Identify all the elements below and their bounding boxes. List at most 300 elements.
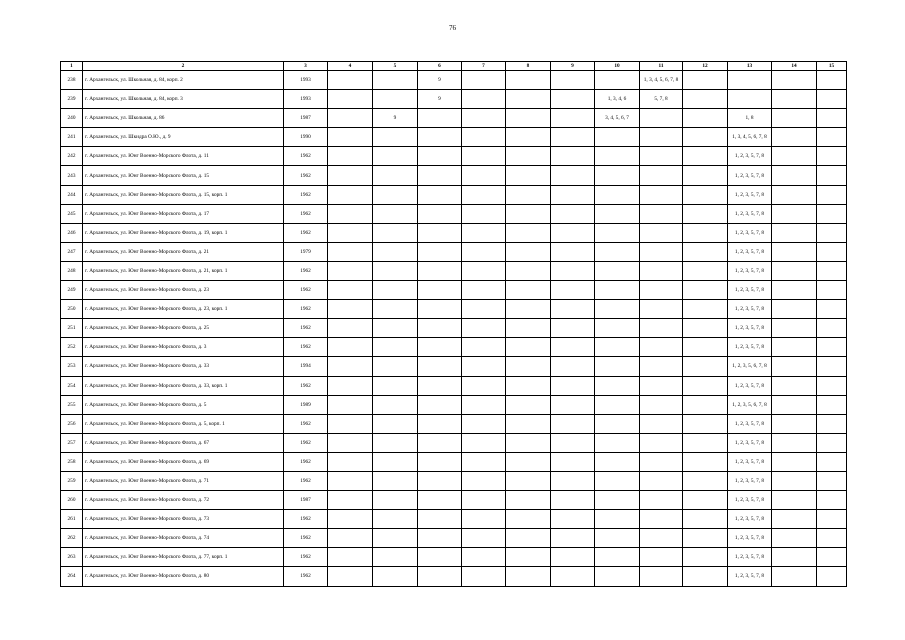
table-cell xyxy=(551,166,595,185)
table-cell xyxy=(551,491,595,510)
column-header: 11 xyxy=(640,62,683,71)
address-cell: г. Архангельск, ул. Юнг Военно-Морского Флота, д. 73 xyxy=(83,510,284,529)
address-cell: г. Архангельск, ул. Юнг Военно-Морского Флота, д. 71 xyxy=(83,471,284,490)
address-cell: г. Архангельск, ул. Юнг Военно-Морского Флота, д. 5 xyxy=(83,395,284,414)
table-cell xyxy=(595,529,640,548)
table-cell: 3, 4, 5, 6, 7 xyxy=(595,109,640,128)
table-cell xyxy=(551,414,595,433)
table-cell: 1, 2, 3, 5, 7, 8 xyxy=(728,452,772,471)
table-cell xyxy=(373,357,418,376)
table-cell xyxy=(772,223,817,242)
table-cell xyxy=(772,548,817,567)
table-cell xyxy=(462,281,506,300)
row-number-cell: 252 xyxy=(61,338,83,357)
year-cell: 1993 xyxy=(284,71,328,90)
table-cell xyxy=(418,452,462,471)
table-cell xyxy=(506,357,551,376)
table-cell xyxy=(683,510,728,529)
row-number-cell: 262 xyxy=(61,529,83,548)
table-cell xyxy=(551,204,595,223)
table-cell xyxy=(772,376,817,395)
column-header: 12 xyxy=(683,62,728,71)
table-cell xyxy=(817,338,847,357)
table-cell xyxy=(640,567,683,586)
table-cell: 1, 2, 3, 5, 7, 8 xyxy=(728,510,772,529)
table-cell xyxy=(506,529,551,548)
year-cell: 1962 xyxy=(284,548,328,567)
table-cell xyxy=(373,261,418,280)
address-cell: г. Архангельск, ул. Юнг Военно-Морского Флота, д. 72 xyxy=(83,491,284,510)
table-row xyxy=(61,471,847,490)
table-cell xyxy=(683,338,728,357)
column-header: 9 xyxy=(551,62,595,71)
table-cell: 1, 2, 3, 5, 7, 8 xyxy=(728,567,772,586)
table-cell: 1, 2, 3, 5, 7, 8 xyxy=(728,471,772,490)
table-cell xyxy=(772,567,817,586)
table-cell xyxy=(595,242,640,261)
table-cell: 1, 2, 3, 5, 7, 8 xyxy=(728,166,772,185)
table-cell xyxy=(418,204,462,223)
table-cell: 1, 2, 3, 5, 7, 8 xyxy=(728,548,772,567)
table-cell xyxy=(328,128,373,147)
table-cell xyxy=(640,433,683,452)
table-cell xyxy=(640,223,683,242)
table-cell xyxy=(462,376,506,395)
table-cell xyxy=(595,128,640,147)
table-cell xyxy=(462,300,506,319)
table-cell xyxy=(640,395,683,414)
table-cell xyxy=(640,204,683,223)
table-cell: 1, 8 xyxy=(728,109,772,128)
address-cell: г. Архангельск, ул. Юнг Военно-Морского Флота, д. 33, корп. 1 xyxy=(83,376,284,395)
table-cell xyxy=(817,357,847,376)
table-cell xyxy=(328,300,373,319)
row-number-cell: 240 xyxy=(61,109,83,128)
table-cell xyxy=(683,109,728,128)
table-cell xyxy=(418,357,462,376)
table-cell xyxy=(506,376,551,395)
table-cell xyxy=(506,128,551,147)
table-cell xyxy=(418,510,462,529)
table-cell: 1, 3, 4, 5, 6, 7, 8 xyxy=(728,128,772,147)
table-cell xyxy=(772,90,817,109)
table-cell xyxy=(328,71,373,90)
table-cell: 9 xyxy=(418,90,462,109)
table-cell xyxy=(595,204,640,223)
row-number-cell: 238 xyxy=(61,71,83,90)
table-cell: 1, 2, 3, 5, 7, 8 xyxy=(728,300,772,319)
address-cell: г. Архангельск, ул. Юнг Военно-Морского Флота, д. 21, корп. 1 xyxy=(83,261,284,280)
table-cell xyxy=(772,71,817,90)
table-cell xyxy=(595,261,640,280)
table-cell xyxy=(551,185,595,204)
table-cell xyxy=(640,319,683,338)
table-cell xyxy=(640,376,683,395)
table-cell xyxy=(551,433,595,452)
table-cell xyxy=(373,376,418,395)
table-cell xyxy=(683,90,728,109)
table-cell xyxy=(595,338,640,357)
table-cell xyxy=(595,71,640,90)
year-cell: 1994 xyxy=(284,357,328,376)
table-cell xyxy=(772,510,817,529)
table-cell xyxy=(506,109,551,128)
table-cell xyxy=(373,529,418,548)
table-cell xyxy=(328,319,373,338)
address-cell: г. Архангельск, ул. Юнг Военно-Морского Флота, д. 3 xyxy=(83,338,284,357)
row-number-cell: 263 xyxy=(61,548,83,567)
year-cell: 1962 xyxy=(284,261,328,280)
year-cell: 1962 xyxy=(284,414,328,433)
table-row xyxy=(61,319,847,338)
table-cell xyxy=(462,71,506,90)
table-cell xyxy=(551,548,595,567)
table-cell xyxy=(462,491,506,510)
table-cell xyxy=(418,109,462,128)
table-row xyxy=(61,128,847,147)
table-cell xyxy=(551,357,595,376)
table-cell xyxy=(506,567,551,586)
table-cell xyxy=(462,452,506,471)
address-cell: г. Архангельск, ул. Юнг Военно-Морского Флота, д. 15 xyxy=(83,166,284,185)
table-cell xyxy=(506,300,551,319)
table-cell xyxy=(418,471,462,490)
table-cell xyxy=(683,166,728,185)
year-cell: 1962 xyxy=(284,567,328,586)
row-number-cell: 264 xyxy=(61,567,83,586)
table-cell: 1, 2, 3, 5, 7, 8 xyxy=(728,261,772,280)
table-cell xyxy=(462,128,506,147)
table-cell xyxy=(551,281,595,300)
table-cell xyxy=(772,261,817,280)
table-row xyxy=(61,433,847,452)
table-cell xyxy=(373,471,418,490)
table-cell: 1, 3, 4, 5, 6, 7, 8 xyxy=(640,71,683,90)
table-cell xyxy=(462,357,506,376)
table-cell xyxy=(462,185,506,204)
address-cell: г. Архангельск, ул. Юнг Военно-Морского Флота, д. 74 xyxy=(83,529,284,548)
year-cell: 1987 xyxy=(284,109,328,128)
table-cell xyxy=(683,185,728,204)
table-cell xyxy=(640,491,683,510)
table-cell xyxy=(640,471,683,490)
table-cell xyxy=(328,357,373,376)
table-cell: 1, 2, 3, 5, 7, 8 xyxy=(728,242,772,261)
year-cell: 1962 xyxy=(284,204,328,223)
table-row xyxy=(61,510,847,529)
table-cell xyxy=(506,242,551,261)
table-row xyxy=(61,491,847,510)
table-cell xyxy=(373,433,418,452)
table-cell xyxy=(506,71,551,90)
year-cell: 1962 xyxy=(284,433,328,452)
table-row xyxy=(61,109,847,128)
table-cell xyxy=(506,204,551,223)
table-cell xyxy=(551,338,595,357)
table-cell xyxy=(640,128,683,147)
table-row xyxy=(61,242,847,261)
table-cell xyxy=(772,281,817,300)
row-number-cell: 242 xyxy=(61,147,83,166)
table-cell xyxy=(595,414,640,433)
table-cell xyxy=(462,529,506,548)
row-number-cell: 256 xyxy=(61,414,83,433)
table-cell xyxy=(328,147,373,166)
table-cell xyxy=(683,395,728,414)
table-cell xyxy=(418,433,462,452)
table-cell xyxy=(683,204,728,223)
table-cell xyxy=(817,567,847,586)
table-cell xyxy=(595,223,640,242)
table-cell xyxy=(328,242,373,261)
table-cell xyxy=(373,185,418,204)
table-cell xyxy=(551,529,595,548)
year-cell: 1990 xyxy=(284,128,328,147)
table-cell xyxy=(462,90,506,109)
table-cell xyxy=(640,414,683,433)
table-row xyxy=(61,548,847,567)
table-row xyxy=(61,376,847,395)
year-cell: 1962 xyxy=(284,452,328,471)
table-cell xyxy=(506,147,551,166)
table-cell xyxy=(772,395,817,414)
table-cell xyxy=(640,261,683,280)
table-cell xyxy=(772,166,817,185)
year-cell: 1962 xyxy=(284,338,328,357)
table-cell: 1, 2, 3, 5, 7, 8 xyxy=(728,204,772,223)
table-cell xyxy=(328,548,373,567)
table-cell xyxy=(772,338,817,357)
year-cell: 1962 xyxy=(284,300,328,319)
table-cell xyxy=(506,395,551,414)
table-cell xyxy=(373,147,418,166)
table-cell xyxy=(373,166,418,185)
table-row xyxy=(61,357,847,376)
table-cell xyxy=(551,109,595,128)
table-cell xyxy=(772,452,817,471)
address-cell: г. Архангельск, ул. Юнг Военно-Морского Флота, д. 67 xyxy=(83,433,284,452)
row-number-cell: 258 xyxy=(61,452,83,471)
table-cell xyxy=(373,338,418,357)
table-cell xyxy=(817,166,847,185)
address-cell: г. Архангельск, ул. Юнг Военно-Морского Флота, д. 11 xyxy=(83,147,284,166)
table-cell: 1, 2, 3, 5, 6, 7, 8 xyxy=(728,395,772,414)
row-number-cell: 248 xyxy=(61,261,83,280)
table-cell xyxy=(373,567,418,586)
table-cell xyxy=(551,510,595,529)
table-cell xyxy=(772,128,817,147)
address-cell: г. Архангельск, ул. Юнг Военно-Морского Флота, д. 5, корп. 1 xyxy=(83,414,284,433)
year-cell: 1979 xyxy=(284,242,328,261)
address-cell: г. Архангельск, ул. Юнг Военно-Морского Флота, д. 77, корп. 1 xyxy=(83,548,284,567)
table-cell xyxy=(772,147,817,166)
column-header: 6 xyxy=(418,62,462,71)
table-cell xyxy=(595,395,640,414)
row-number-cell: 255 xyxy=(61,395,83,414)
table-cell xyxy=(551,223,595,242)
table-row xyxy=(61,452,847,471)
row-number-cell: 244 xyxy=(61,185,83,204)
header-row xyxy=(61,62,847,71)
row-number-cell: 251 xyxy=(61,319,83,338)
table-cell xyxy=(462,338,506,357)
table-cell xyxy=(373,90,418,109)
row-number-cell: 250 xyxy=(61,300,83,319)
table-cell: 1, 2, 3, 5, 7, 8 xyxy=(728,529,772,548)
year-cell: 1962 xyxy=(284,529,328,548)
table-cell xyxy=(683,223,728,242)
table-cell xyxy=(640,281,683,300)
table-cell xyxy=(817,433,847,452)
table-cell xyxy=(462,433,506,452)
table-cell xyxy=(462,548,506,567)
address-cell: г. Архангельск, ул. Юнг Военно-Морского Флота, д. 33 xyxy=(83,357,284,376)
table-cell xyxy=(817,395,847,414)
table-cell xyxy=(772,414,817,433)
table-cell xyxy=(683,357,728,376)
table-cell xyxy=(328,452,373,471)
table-cell xyxy=(506,414,551,433)
table-cell xyxy=(418,548,462,567)
table-cell xyxy=(418,414,462,433)
table-cell xyxy=(328,414,373,433)
table-cell xyxy=(418,242,462,261)
table-cell xyxy=(551,395,595,414)
address-cell: г. Архангельск, ул. Юнг Военно-Морского Флота, д. 17 xyxy=(83,204,284,223)
table-cell xyxy=(373,548,418,567)
table-cell xyxy=(595,300,640,319)
table-cell xyxy=(772,242,817,261)
table-cell xyxy=(418,128,462,147)
table-cell xyxy=(683,128,728,147)
table-cell xyxy=(462,166,506,185)
data-table xyxy=(60,61,847,587)
table-cell xyxy=(328,90,373,109)
table-body xyxy=(61,71,847,587)
table-row xyxy=(61,529,847,548)
table-cell xyxy=(418,376,462,395)
table-cell xyxy=(328,204,373,223)
row-number-cell: 247 xyxy=(61,242,83,261)
table-cell xyxy=(772,300,817,319)
table-cell xyxy=(595,147,640,166)
address-cell: г. Архангельск, ул. Юнг Военно-Морского Флота, д. 21 xyxy=(83,242,284,261)
table-cell xyxy=(418,147,462,166)
table-row xyxy=(61,338,847,357)
table-cell xyxy=(373,452,418,471)
table-cell xyxy=(506,223,551,242)
table-cell xyxy=(551,376,595,395)
table-cell xyxy=(551,242,595,261)
column-header: 13 xyxy=(728,62,772,71)
table-cell xyxy=(817,510,847,529)
table-cell: 9 xyxy=(373,109,418,128)
address-cell: г. Архангельск, ул. Юнг Военно-Морского Флота, д. 69 xyxy=(83,452,284,471)
table-cell xyxy=(506,471,551,490)
table-cell xyxy=(640,147,683,166)
table-cell xyxy=(683,242,728,261)
table-cell xyxy=(683,261,728,280)
table-cell xyxy=(418,281,462,300)
table-row xyxy=(61,567,847,586)
table-cell xyxy=(817,548,847,567)
address-cell: г. Архангельск, ул. Юнг Военно-Морского Флота, д. 23, корп. 1 xyxy=(83,300,284,319)
table-cell: 1, 2, 3, 5, 7, 8 xyxy=(728,319,772,338)
table-cell: 1, 2, 3, 5, 7, 8 xyxy=(728,338,772,357)
table-cell: 1, 2, 3, 5, 7, 8 xyxy=(728,281,772,300)
table-cell xyxy=(595,548,640,567)
table-cell xyxy=(683,529,728,548)
table-cell xyxy=(683,281,728,300)
table-row xyxy=(61,281,847,300)
table-cell: 1, 2, 3, 5, 7, 8 xyxy=(728,414,772,433)
column-header: 10 xyxy=(595,62,640,71)
row-number-cell: 253 xyxy=(61,357,83,376)
year-cell: 1962 xyxy=(284,185,328,204)
table-cell xyxy=(817,319,847,338)
table-cell xyxy=(418,223,462,242)
table-cell: 9 xyxy=(418,71,462,90)
table-cell: 1, 2, 3, 5, 7, 8 xyxy=(728,223,772,242)
column-header: 14 xyxy=(772,62,817,71)
table-cell xyxy=(683,300,728,319)
address-cell: г. Архангельск, ул. Юнг Военно-Морского Флота, д. 80 xyxy=(83,567,284,586)
table-cell xyxy=(640,166,683,185)
table-cell xyxy=(328,471,373,490)
table-cell: 1, 2, 3, 5, 7, 8 xyxy=(728,147,772,166)
table-cell xyxy=(595,281,640,300)
table-cell xyxy=(595,567,640,586)
table-cell xyxy=(506,261,551,280)
table-cell xyxy=(328,491,373,510)
table-cell xyxy=(373,300,418,319)
table-cell xyxy=(373,281,418,300)
table-cell xyxy=(817,90,847,109)
column-header: 5 xyxy=(373,62,418,71)
table-cell xyxy=(462,147,506,166)
table-cell xyxy=(373,128,418,147)
table-cell xyxy=(328,185,373,204)
table-cell: 1, 2, 3, 5, 7, 8 xyxy=(728,185,772,204)
table-cell xyxy=(418,395,462,414)
table-cell xyxy=(373,71,418,90)
table-cell xyxy=(817,281,847,300)
table-cell xyxy=(418,185,462,204)
table-row xyxy=(61,414,847,433)
table-row xyxy=(61,395,847,414)
table-cell xyxy=(373,510,418,529)
year-cell: 1962 xyxy=(284,166,328,185)
table-cell xyxy=(418,491,462,510)
table-row xyxy=(61,300,847,319)
table-cell xyxy=(817,185,847,204)
table-row xyxy=(61,71,847,90)
row-number-cell: 249 xyxy=(61,281,83,300)
column-header: 1 xyxy=(61,62,83,71)
table-cell: 1, 2, 3, 5, 7, 8 xyxy=(728,491,772,510)
table-cell xyxy=(551,147,595,166)
row-number-cell: 254 xyxy=(61,376,83,395)
table-cell xyxy=(640,548,683,567)
table-cell xyxy=(506,319,551,338)
table-cell xyxy=(462,567,506,586)
table-cell xyxy=(462,510,506,529)
table-cell xyxy=(595,166,640,185)
column-header: 2 xyxy=(83,62,284,71)
table-cell xyxy=(506,452,551,471)
table-cell xyxy=(817,300,847,319)
table-cell xyxy=(506,185,551,204)
